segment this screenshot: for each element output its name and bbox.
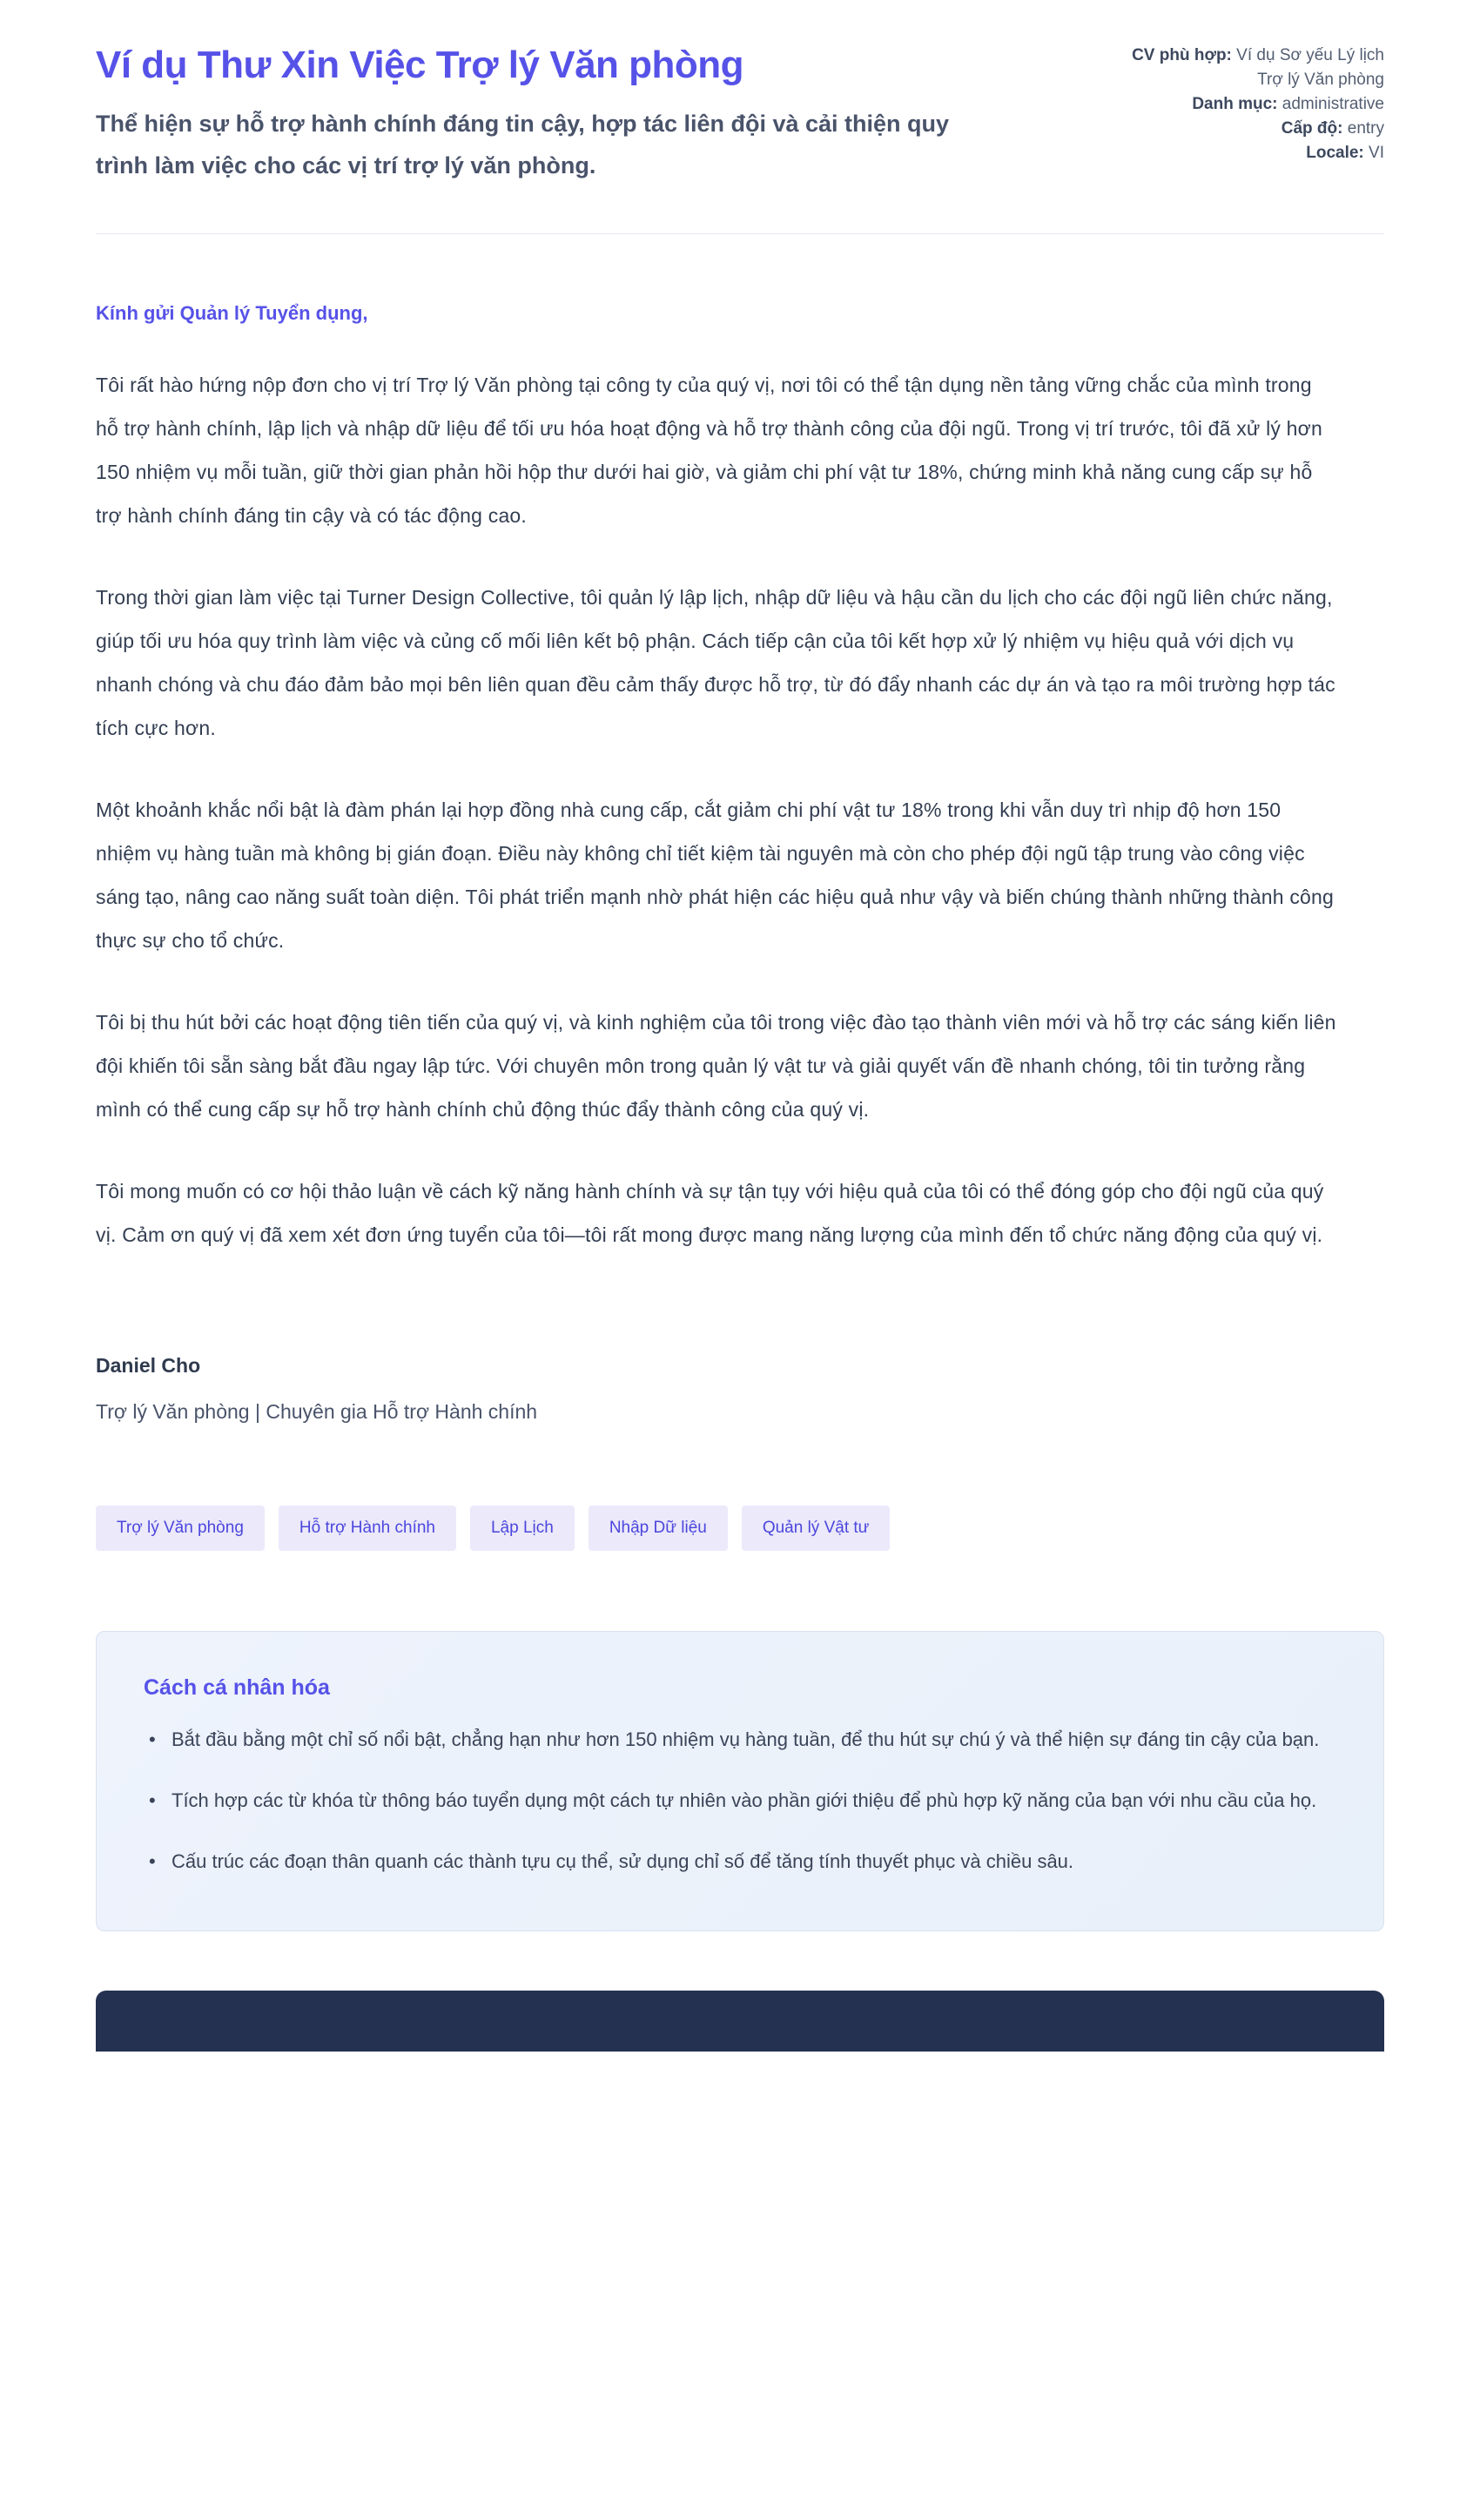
letter-paragraph: Tôi rất hào hứng nộp đơn cho vị trí Trợ lý Văn phòng tại công ty của quý vị, nơi tôi có thể tận dụng nền tảng vững chắc của mình trong hỗ trợ hành chính, lập lịch và nhập dữ liệu để tối ưu hóa hoạt động và hỗ trợ thành công của đội ngũ. Trong vị trí trước, tôi đã xử lý hơn 150 nhiệm vụ mỗi tuần, giữ thời gian phản hồi hộp thư dưới hai giờ, và giảm chi phí vật tư 18%, chứng minh khả năng cung cấp sự hỗ trợ hành chính đáng tin cậy và có tác động cao. [96, 374, 1322, 527]
header-divider [96, 233, 1384, 234]
meta-locale-value: VI [1369, 144, 1384, 162]
letter-paragraph: Một khoảnh khắc nổi bật là đàm phán lại hợp đồng nhà cung cấp, cắt giảm chi phí vật tư 18% trong khi vẫn duy trì nhịp độ hơn 150 nhiệm vụ hàng tuần mà không bị gián đoạn. Điều này không chỉ tiết kiệm tài nguyên mà còn cho phép đội ngũ tập trung vào công việc sáng tạo, nâng cao năng suất toàn diện. Tôi phát triển mạnh nhờ phát hiện các hiệu quả như vậy và biến chúng thành những thành công thực sự cho tổ chức. [96, 798, 1335, 952]
page-header [96, 40, 1384, 186]
tag-chip[interactable]: Trợ lý Văn phòng [96, 1506, 265, 1551]
meta-locale-label: Locale: [1306, 144, 1364, 162]
page-title: Ví dụ Thư Xin Việc Trợ lý Văn phòng [96, 44, 744, 86]
cover-letter-body [96, 302, 1384, 1424]
letter-paragraph: Trong thời gian làm việc tại Turner Design Collective, tôi quản lý lập lịch, nhập dữ liệu và hậu cần du lịch cho các đội ngũ liên chức năng, giúp tối ưu hóa quy trình làm việc và củng cố mối liên kết bộ phận. Cách tiếp cận của tôi kết hợp xử lý nhiệm vụ hiệu quả với dịch vụ nhanh chóng và chu đáo đảm bảo mọi bên liên quan đều cảm thấy được hỗ trợ, từ đó đẩy nhanh các dự án và tạo ra môi trường hợp tác tích cực hơn. [96, 586, 1335, 739]
meta-matching-cv [1123, 44, 1384, 92]
tip-item: • Bắt đầu bằng một chỉ số nổi bật, chẳng hạn như hơn 150 nhiệm vụ hàng tuần, để thu hút sự chú ý và thể hiện sự đáng tin cậy của bạn. [144, 1718, 1336, 1762]
letter-paragraph: Tôi mong muốn có cơ hội thảo luận về cách kỹ năng hành chính và sự tận tụy với hiệu quả của tôi có thể đóng góp cho đội ngũ của quý vị. Cảm ơn quý vị đã xem xét đơn ứng tuyển của tôi—tôi rất mong được mang năng lượng của mình đến tổ chức năng động của quý vị. [96, 1180, 1324, 1246]
meta-level [1123, 117, 1384, 141]
meta-locale [1123, 141, 1384, 165]
meta-level-value: entry [1347, 119, 1384, 138]
meta-category [1123, 92, 1384, 117]
example-metadata [1123, 40, 1384, 165]
tag-chip[interactable]: Nhập Dữ liệu [589, 1506, 728, 1551]
meta-category-value: administrative [1282, 95, 1384, 113]
tip-item: • Tích hợp các từ khóa từ thông báo tuyển dụng một cách tự nhiên vào phần giới thiệu để phù hợp kỹ năng của bạn với nhu cầu của họ. [144, 1779, 1336, 1823]
tag-chip[interactable]: Quản lý Vật tư [742, 1506, 891, 1551]
header-titles [96, 40, 1001, 186]
keyword-tags [96, 1506, 1384, 1551]
tag-chip[interactable]: Lập Lịch [470, 1506, 575, 1551]
meta-matching-cv-value: Ví dụ Sơ yếu Lý lịch Trợ lý Văn phòng [1236, 46, 1384, 89]
meta-matching-cv-label: CV phù hợp: [1132, 46, 1232, 64]
letter-greeting: Kính gửi Quản lý Tuyển dụng, [96, 302, 368, 324]
tag-chip[interactable]: Hỗ trợ Hành chính [279, 1506, 456, 1551]
signature-role: Trợ lý Văn phòng | Chuyên gia Hỗ trợ Hành chính [96, 1400, 538, 1423]
personalization-tips-box [96, 1631, 1384, 1931]
signature-name: Daniel Cho [96, 1354, 201, 1377]
tip-item: • Cấu trúc các đoạn thân quanh các thành tựu cụ thể, sử dụng chỉ số để tăng tính thuyết phục và chiều sâu. [144, 1840, 1336, 1883]
tips-title: Cách cá nhân hóa [144, 1675, 330, 1700]
meta-level-label: Cấp độ: [1281, 119, 1343, 138]
meta-category-label: Danh mục: [1192, 95, 1278, 113]
tips-list [144, 1718, 1336, 1883]
page-subtitle: Thể hiện sự hỗ trợ hành chính đáng tin cậy, hợp tác liên đội và cải thiện quy trình làm việc cho các vị trí trợ lý văn phòng. [96, 111, 950, 179]
next-section-panel-top [96, 1991, 1384, 2052]
letter-paragraph: Tôi bị thu hút bởi các hoạt động tiên tiến của quý vị, và kinh nghiệm của tôi trong việc đào tạo thành viên mới và hỗ trợ các sáng kiến liên đội khiến tôi sẵn sàng bắt đầu ngay lập tức. Với chuyên môn trong quản lý vật tư và giải quyết vấn đề nhanh chóng, tôi tin tưởng rằng mình có thể cung cấp sự hỗ trợ hành chính chủ động thúc đẩy thành công của quý vị. [96, 1011, 1336, 1121]
